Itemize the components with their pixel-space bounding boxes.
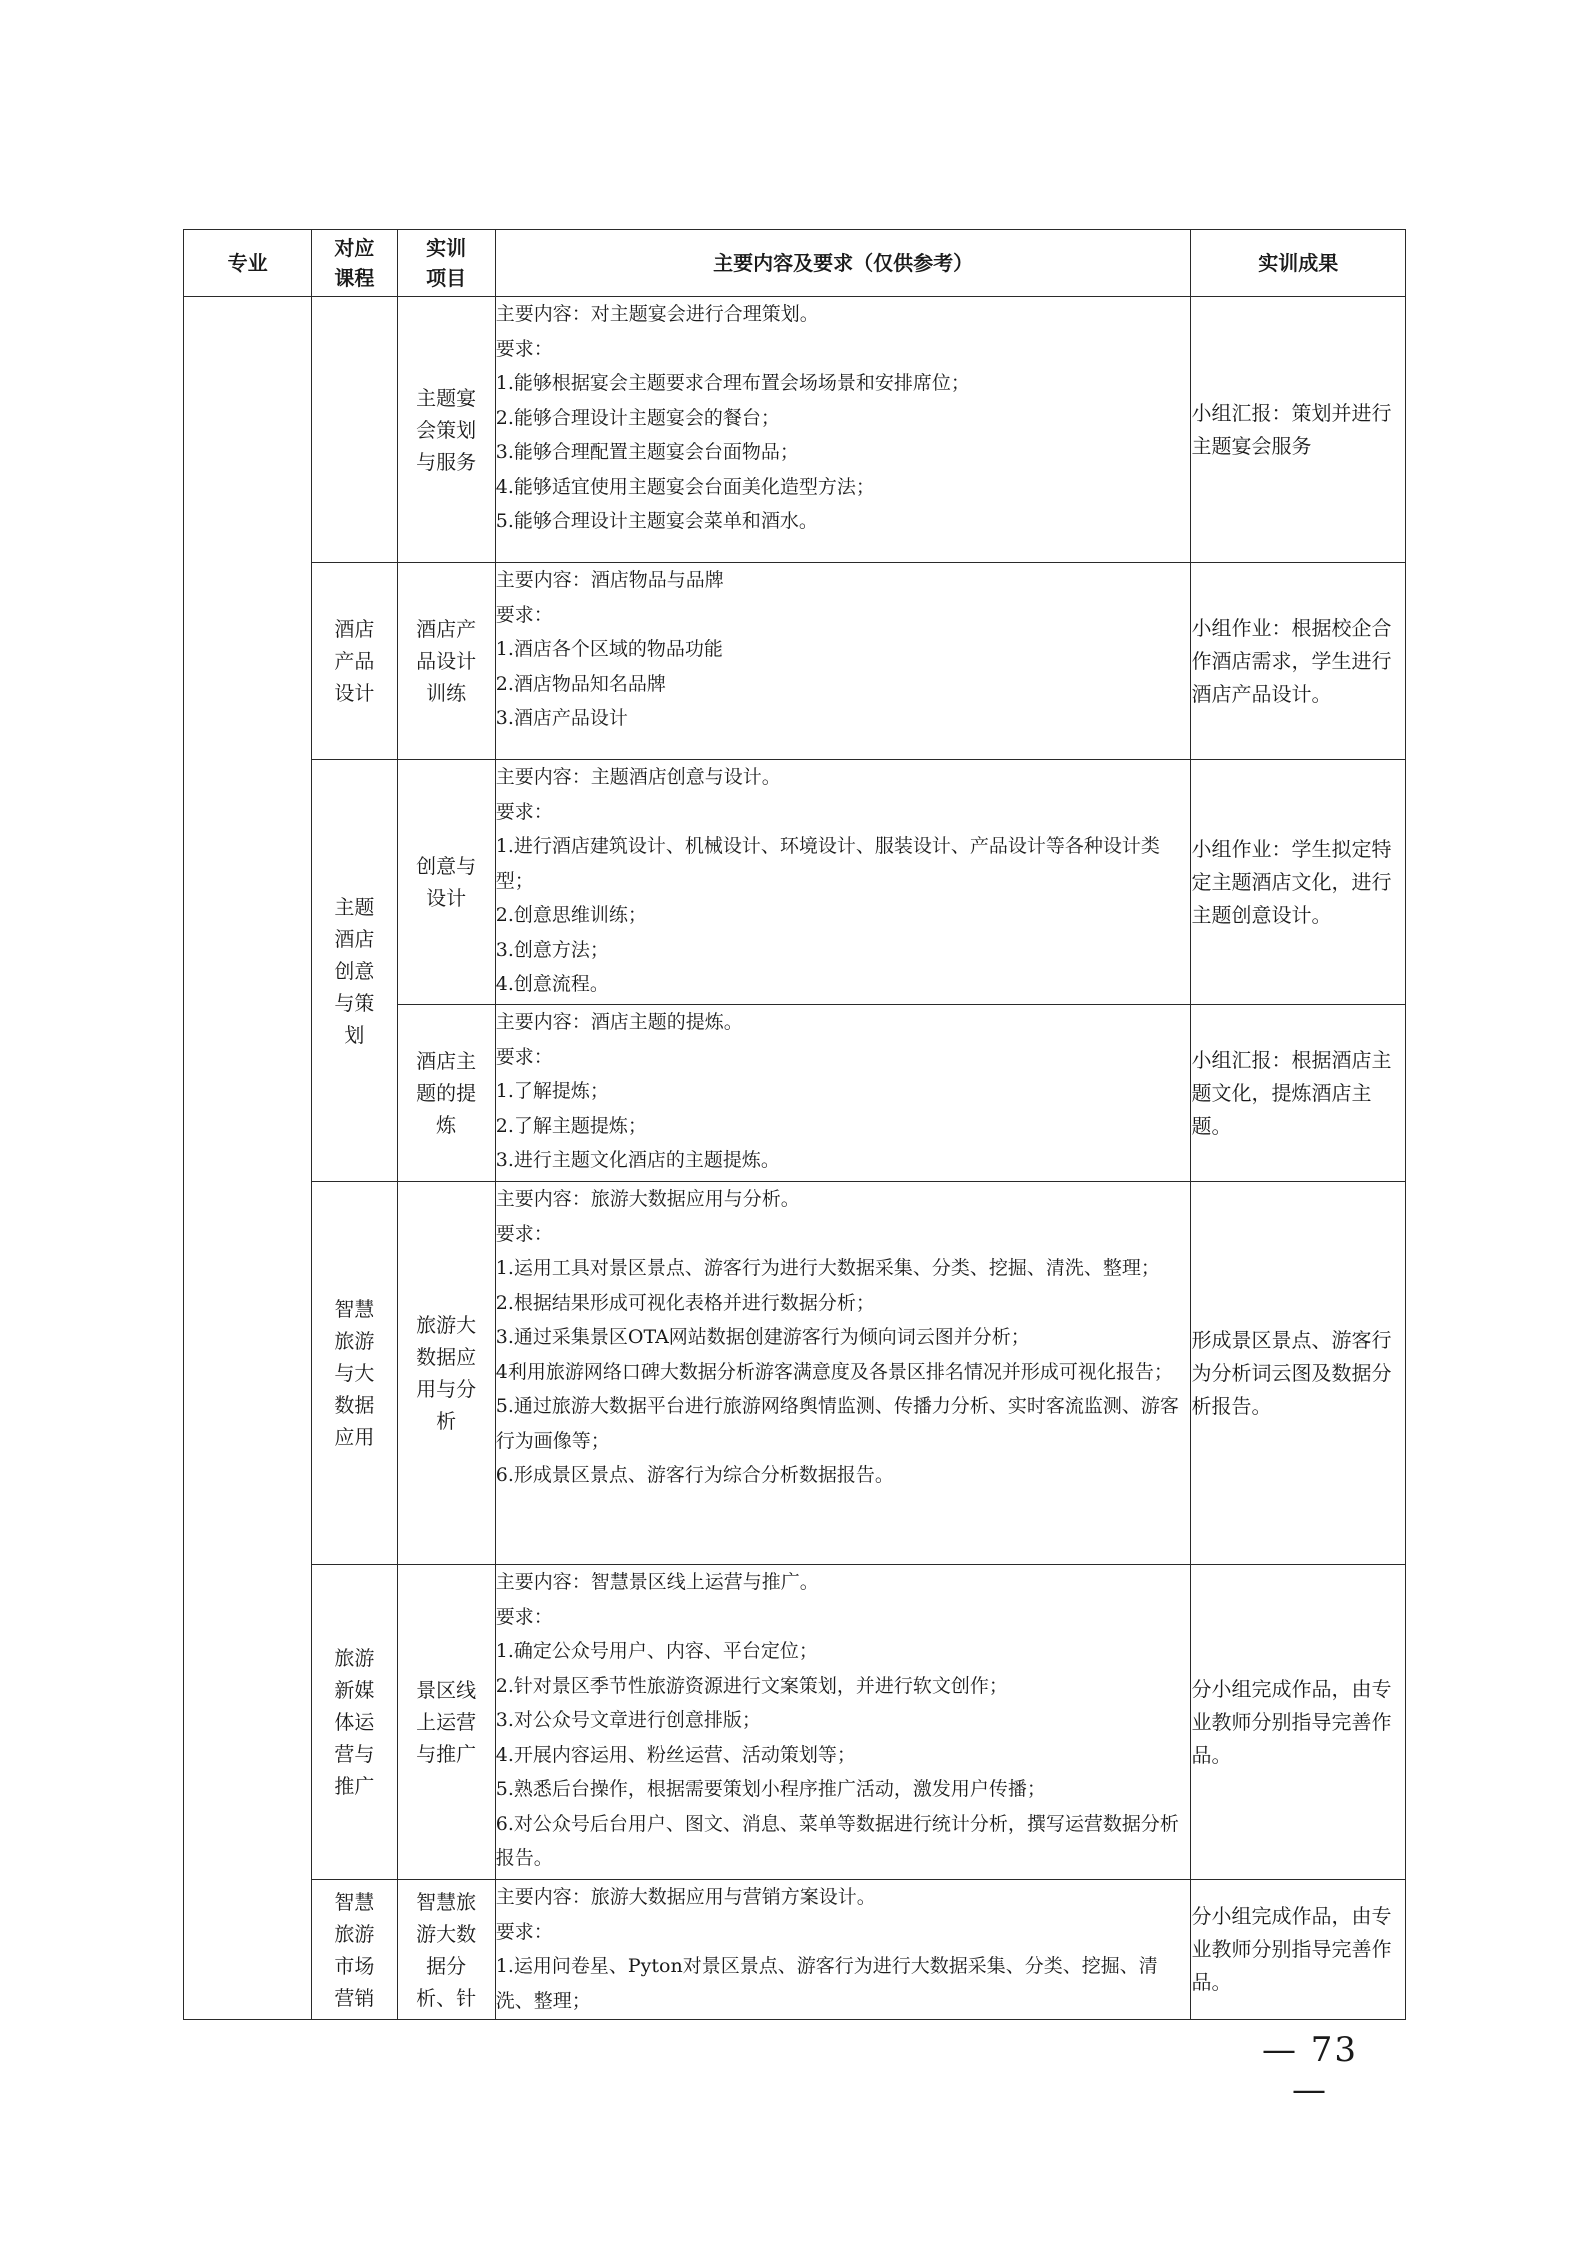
result-cell: 小组汇报：策划并进行主题宴会服务 — [1191, 297, 1406, 563]
content-line: 4.开展内容运用、粉丝运营、活动策划等； — [495, 1743, 856, 1766]
header-content: 主要内容及要求（仅供参考） — [495, 230, 1191, 297]
content-line: 1.酒店各个区域的物品功能 — [495, 638, 723, 660]
project-cell: 酒店主 题的提 炼 — [397, 1005, 495, 1182]
result-cell: 分小组完成作品，由专业教师分别指导完善作品。 — [1191, 1880, 1406, 2020]
table-row — [184, 563, 1406, 760]
content-line: 3.进行主题文化酒店的主题提炼。 — [495, 1149, 780, 1171]
header-project: 实训 项目 — [397, 230, 495, 297]
content-line: 6.形成景区景点、游客行为综合分析数据报告。 — [495, 1464, 894, 1486]
content-line: 主要内容：旅游大数据应用与营销方案设计。 — [495, 1886, 876, 1908]
content-line: 主要内容：酒店物品与品牌 — [495, 569, 724, 591]
content-cell — [495, 1005, 1191, 1182]
content-cell — [495, 563, 1191, 760]
training-table — [183, 229, 1406, 2020]
content-line: 3.对公众号文章进行创意排版； — [495, 1709, 761, 1731]
course-cell: 智慧 旅游 市场 营销 — [312, 1880, 397, 2020]
course-cell: 智慧 旅游 与大 数据 应用 — [312, 1182, 397, 1565]
content-line: 4.创意流程。 — [495, 973, 609, 995]
content-line: 1.确定公众号用户、内容、平台定位； — [495, 1640, 818, 1662]
project-cell: 酒店产 品设计 训练 — [397, 563, 495, 760]
content-cell — [495, 1880, 1191, 2020]
content-line: 3.能够合理配置主题宴会台面物品； — [495, 441, 799, 463]
content-line: 2.创意思维训练； — [495, 904, 647, 926]
content-line: 要求： — [495, 1605, 553, 1628]
header-result: 实训成果 — [1191, 230, 1406, 297]
content-line: 要求： — [495, 337, 553, 360]
table-row — [184, 1880, 1406, 2020]
result-cell: 分小组完成作品，由专业教师分别指导完善作品。 — [1191, 1565, 1406, 1880]
content-line: 2.了解主题提炼； — [495, 1114, 647, 1137]
result-cell: 小组作业：根据校企合作酒店需求，学生进行酒店产品设计。 — [1191, 563, 1406, 760]
content-line: 1.能够根据宴会主题要求合理布置会场场景和安排席位； — [495, 372, 970, 394]
content-line: 2.酒店物品知名品牌 — [495, 672, 666, 695]
content-cell — [495, 1565, 1191, 1880]
content-line: 4.能够适宜使用主题宴会台面美化造型方法； — [495, 475, 875, 498]
content-line: 主要内容：主题酒店创意与设计。 — [495, 766, 781, 788]
content-cell — [495, 760, 1191, 1005]
content-line: 要求： — [495, 1222, 553, 1245]
content-line: 5.熟悉后台操作，根据需要策划小程序推广活动，激发用户传播； — [495, 1778, 1046, 1800]
project-cell: 智慧旅 游大数 据分 析、针 — [397, 1880, 495, 2020]
project-cell: 旅游大 数据应 用与分 析 — [397, 1182, 495, 1565]
content-line: 2.针对景区季节性旅游资源进行文案策划，并进行软文创作； — [495, 1674, 1008, 1697]
project-cell: 创意与 设计 — [397, 760, 495, 1005]
major-cell — [184, 297, 312, 2020]
course-cell: 酒店 产品 设计 — [312, 563, 397, 760]
course-cell — [312, 297, 397, 563]
result-cell: 小组汇报：根据酒店主题文化，提炼酒店主题。 — [1191, 1005, 1406, 1182]
header-course: 对应 课程 — [312, 230, 397, 297]
content-line: 1.了解提炼； — [495, 1080, 609, 1102]
table-header-row — [184, 230, 1406, 297]
content-line: 主要内容：旅游大数据应用与分析。 — [495, 1188, 800, 1210]
content-line: 主要内容：对主题宴会进行合理策划。 — [495, 303, 819, 325]
content-line: 3.创意方法； — [495, 938, 609, 961]
content-line: 要求： — [495, 603, 553, 626]
content-line: 主要内容：智慧景区线上运营与推广。 — [495, 1571, 819, 1593]
content-line: 1.运用问卷星、Pyton对景区景点、游客行为进行大数据采集、分类、挖掘、清洗、整理； — [495, 1955, 1158, 2012]
content-cell — [495, 297, 1191, 563]
header-major: 专业 — [184, 230, 312, 297]
content-line: 2.能够合理设计主题宴会的餐台； — [495, 406, 780, 429]
content-line: 3.酒店产品设计 — [495, 707, 628, 729]
result-cell: 小组作业：学生拟定特定主题酒店文化，进行主题创意设计。 — [1191, 760, 1406, 1005]
table-row — [184, 760, 1406, 1005]
content-line: 2.根据结果形成可视化表格并进行数据分析； — [495, 1291, 875, 1314]
content-line: 5.能够合理设计主题宴会菜单和酒水。 — [495, 510, 818, 532]
content-line: 要求： — [495, 1045, 553, 1068]
project-cell: 景区线 上运营 与推广 — [397, 1565, 495, 1880]
content-line: 5.通过旅游大数据平台进行旅游网络舆情监测、传播力分析、实时客流监测、游客行为画像等； — [495, 1395, 1179, 1452]
content-cell — [495, 1182, 1191, 1565]
project-cell: 主题宴 会策划 与服务 — [397, 297, 495, 563]
table-row — [184, 297, 1406, 563]
content-line: 3.通过采集景区OTA网站数据创建游客行为倾向词云图并分析； — [495, 1326, 1030, 1348]
content-line: 6.对公众号后台用户、图文、消息、菜单等数据进行统计分析，撰写运营数据分析报告。 — [495, 1812, 1179, 1869]
course-cell: 旅游 新媒 体运 营与 推广 — [312, 1565, 397, 1880]
result-cell: 形成景区景点、游客行为分析词云图及数据分析报告。 — [1191, 1182, 1406, 1565]
table-row — [184, 1182, 1406, 1565]
content-line: 1.运用工具对景区景点、游客行为进行大数据采集、分类、挖掘、清洗、整理； — [495, 1257, 1160, 1279]
content-line: 要求： — [495, 800, 553, 823]
content-line: 4利用旅游网络口碑大数据分析游客满意度及各景区排名情况并形成可视化报告； — [495, 1360, 1173, 1383]
content-line: 1.进行酒店建筑设计、机械设计、环境设计、服装设计、产品设计等各种设计类型； — [495, 835, 1160, 892]
content-line: 主要内容：酒店主题的提炼。 — [495, 1011, 743, 1033]
content-line: 要求： — [495, 1920, 553, 1943]
course-cell: 主题 酒店 创意 与策 划 — [312, 760, 397, 1182]
table-row — [184, 1565, 1406, 1880]
page-number: — 73 — — [1261, 2030, 1359, 2110]
